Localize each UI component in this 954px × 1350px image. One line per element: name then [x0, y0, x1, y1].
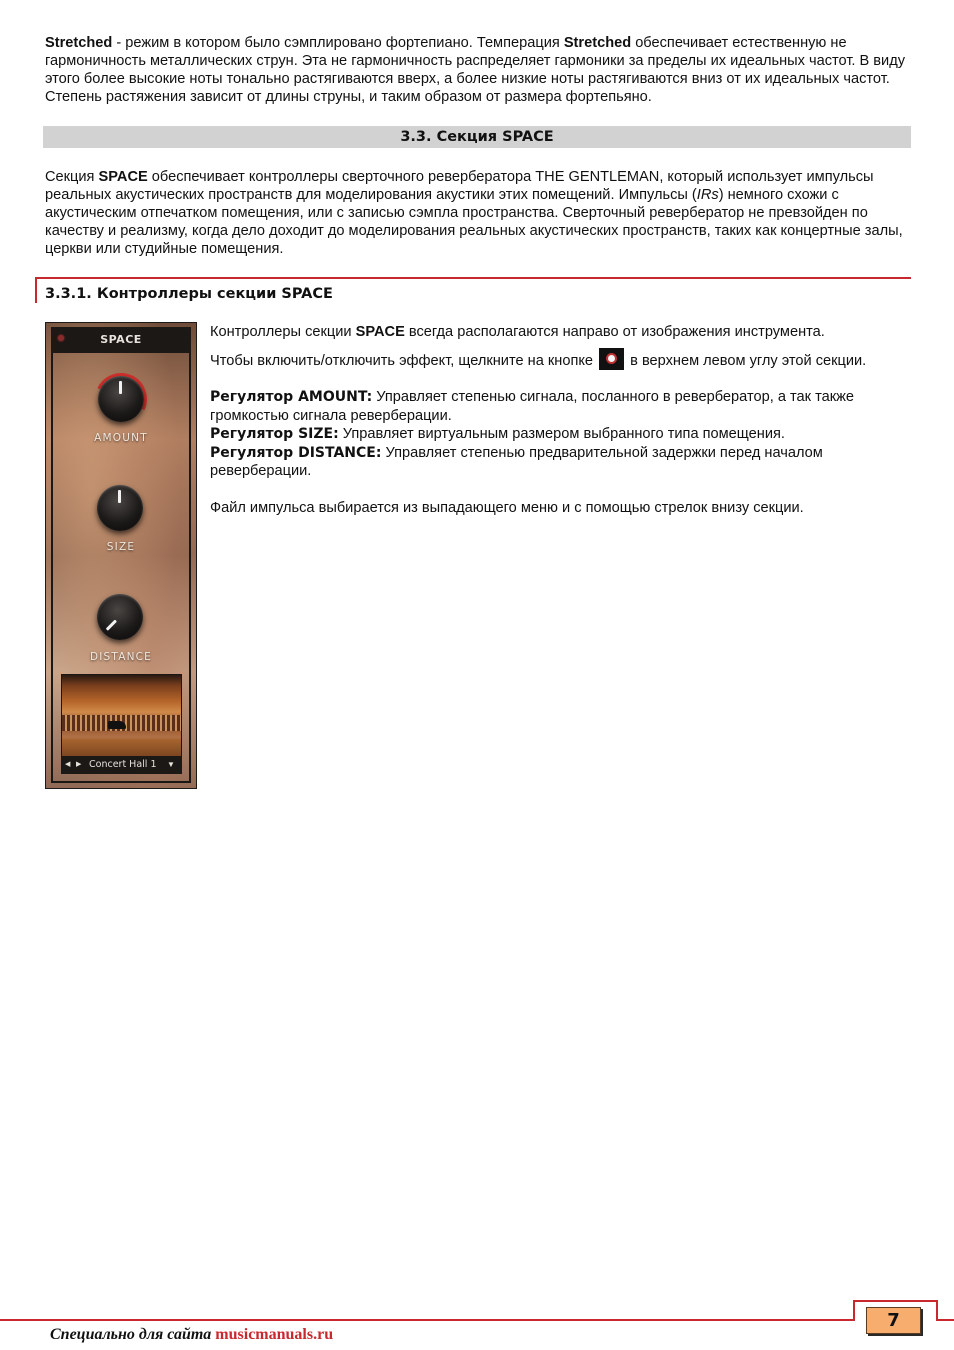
paragraph-text: ) немного схожи с акустическим отпечатком помещения, или с записью сэмпла пространства. Сверточный ревербератор не превзойден по качеству и реализму, когда дело доходит до моделирования реальных акустических пространств, таких как концертные залы, церкви или студийные помещения. — [45, 187, 903, 257]
subsection-rule-tick — [35, 277, 37, 303]
paragraph-text: всегда располагаются направо от изображения инструмента. — [404, 324, 825, 340]
paragraph-text: обеспечивает контроллеры сверточного ревербератора THE GENTLEMAN, который использует импульсы реальных акустических пространств для моделирования акустики этих помещений. Импульсы ( — [45, 169, 874, 203]
paragraph-text: Контроллеры секции — [210, 324, 356, 340]
size-label: SIZE — [106, 541, 136, 553]
paragraph-text: в верхнем левом углу этой секции. — [630, 352, 867, 369]
footer-rule — [0, 1319, 855, 1321]
irs-term: IRs — [696, 187, 719, 203]
size-knob-indicator — [118, 490, 121, 503]
subsection-heading: 3.3.1. Контроллеры секции SPACE — [45, 286, 333, 302]
controls-description — [210, 323, 910, 517]
size-heading: Регулятор SIZE: — [210, 426, 339, 442]
distance-label: DISTANCE — [89, 651, 153, 663]
amount-knob-indicator — [119, 381, 122, 394]
piano-icon — [108, 721, 126, 729]
panel-title: SPACE — [51, 327, 191, 353]
space-panel — [45, 322, 197, 789]
ir-prev-arrow-icon[interactable]: ◀ — [65, 761, 71, 768]
size-knob[interactable] — [97, 485, 143, 531]
subsection-rule — [35, 277, 911, 279]
stretched-term: Stretched — [563, 35, 632, 51]
ir-dropdown-icon[interactable]: ▼ — [167, 760, 175, 769]
footer-prefix: Специально для сайта — [50, 1326, 216, 1343]
paragraph-text: Секция — [45, 169, 99, 185]
footer-rule — [853, 1300, 938, 1302]
stretched-paragraph — [45, 34, 911, 106]
ir-selector[interactable] — [61, 756, 182, 774]
paragraph-text: Чтобы включить/отключить эффект, щелкните на кнопке — [210, 352, 594, 369]
amount-knob[interactable] — [98, 376, 144, 422]
ir-name[interactable]: Concert Hall 1 — [89, 759, 157, 770]
footer-site-link[interactable]: musicmanuals.ru — [215, 1326, 334, 1343]
footer-rule — [853, 1300, 855, 1321]
distance-knob-indicator — [106, 619, 117, 630]
concert-hall-image — [61, 674, 182, 764]
ir-next-arrow-icon[interactable]: ▶ — [76, 761, 82, 768]
paragraph-text: Управляет степенью предварительной задержки перед началом реверберации. — [210, 444, 823, 479]
amount-heading: Регулятор AMOUNT: — [210, 389, 373, 405]
distance-heading: Регулятор DISTANCE: — [210, 444, 382, 461]
amount-label: AMOUNT — [94, 432, 148, 444]
footer-credit — [50, 1326, 333, 1344]
space-term: SPACE — [355, 324, 405, 340]
space-term: SPACE — [98, 169, 148, 185]
paragraph-text: обеспечивает естественную не гармоничность металлических струн. Эта не гармоничность распределяет гармоники за пределы их идеальных частот. В виду этого более высокие ноты тонально растягиваются вверх, а более низкие ноты растягиваются вниз от их идеальных частот. Степень растяжения зависит от длины струны, и таким образом от размера фортепьяно. — [45, 35, 906, 105]
section-heading-space: 3.3. Секция SPACE — [43, 126, 911, 148]
distance-knob[interactable] — [97, 594, 143, 640]
stretched-term: Stretched — [45, 35, 113, 51]
space-intro-paragraph — [45, 168, 911, 258]
footer-rule — [936, 1319, 954, 1321]
page-number: 7 — [866, 1307, 921, 1334]
paragraph-text: Управляет виртуальным размером выбранного типа помещения. — [338, 426, 785, 442]
footer-rule — [936, 1300, 938, 1321]
impulse-file-note: Файл импульса выбирается из выпадающего меню и с помощью стрелок внизу секции. — [210, 499, 804, 516]
power-button-icon[interactable] — [58, 335, 64, 341]
power-button-icon — [599, 348, 624, 370]
paragraph-text: - режим в котором было сэмплировано фортепиано. Темперация — [112, 35, 564, 51]
paragraph-text: Управляет степенью сигнала, посланного в ревербератор, а так также громкостью сигнала реверберации. — [210, 389, 854, 424]
